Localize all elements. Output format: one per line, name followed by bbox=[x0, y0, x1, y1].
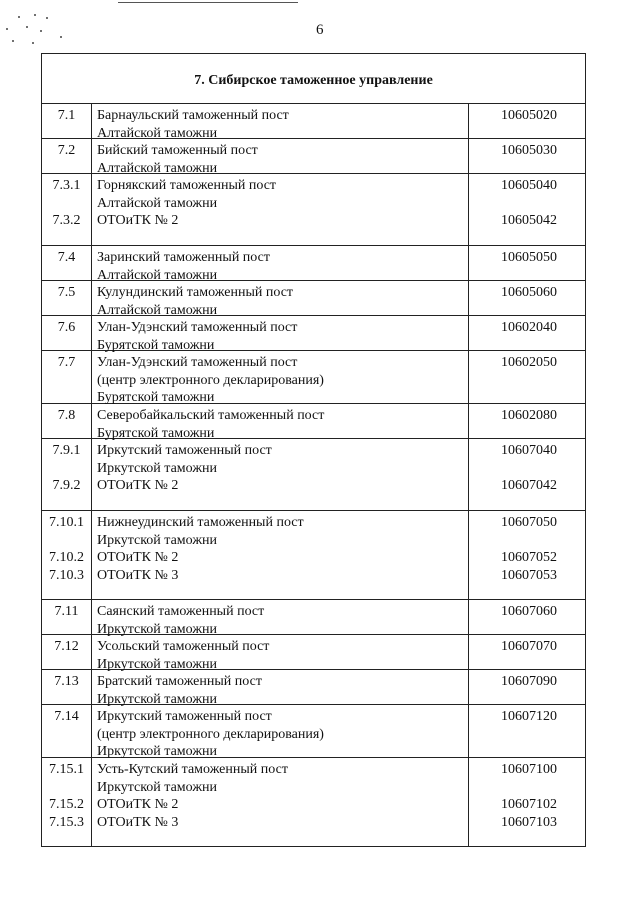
post-name-line: Алтайской таможни bbox=[97, 302, 218, 318]
post-name-line: Алтайской таможни bbox=[97, 125, 218, 141]
item-number-line: 7.13 bbox=[54, 674, 79, 689]
item-number-line: 7.9.2 bbox=[52, 478, 81, 493]
item-number-cell bbox=[42, 404, 92, 438]
item-number-line: 7.3.2 bbox=[52, 213, 81, 228]
post-name-cell bbox=[92, 635, 469, 672]
item-number-line: 7.9.1 bbox=[52, 443, 81, 458]
post-code-line: 10607040 bbox=[501, 443, 557, 458]
post-name-line: Саянский таможенный пост bbox=[97, 604, 265, 619]
post-code-line bbox=[501, 726, 585, 744]
post-name-line: Алтайской таможни bbox=[97, 195, 218, 211]
table-row bbox=[42, 351, 585, 404]
item-number-line: 7.10.3 bbox=[49, 567, 84, 583]
post-name-line: (центр электронного декларирования) bbox=[97, 372, 324, 388]
post-code-line: 10607042 bbox=[501, 478, 557, 493]
post-name-line: Нижнеудинский таможенный пост bbox=[97, 515, 304, 530]
item-number-cell bbox=[42, 635, 92, 669]
post-name-line: Бурятской таможни bbox=[97, 390, 215, 405]
post-name-line: Иркутский таможенный пост bbox=[97, 443, 272, 458]
post-name-cell bbox=[92, 316, 469, 353]
item-number-cell bbox=[42, 281, 92, 315]
post-name-line: Барнаульский таможенный пост bbox=[97, 108, 289, 123]
post-name-line: ОТОиТК № 2 bbox=[97, 797, 179, 812]
post-code-line: 10602080 bbox=[501, 408, 557, 423]
post-name-line: Иркутский таможенный пост bbox=[97, 709, 272, 724]
post-name-cell bbox=[92, 246, 469, 283]
post-code-cell bbox=[469, 174, 585, 245]
item-number-cell bbox=[42, 316, 92, 350]
page-number: 6 bbox=[316, 22, 324, 38]
item-number-line bbox=[42, 195, 91, 213]
post-code-cell bbox=[469, 511, 585, 599]
post-name-line: Алтайской таможни bbox=[97, 267, 218, 283]
post-name-line: Бурятской таможни bbox=[97, 337, 215, 353]
item-number-cell bbox=[42, 705, 92, 757]
post-code-cell bbox=[469, 281, 585, 315]
item-number-cell bbox=[42, 104, 92, 138]
post-name-cell bbox=[92, 511, 469, 599]
item-number-cell bbox=[42, 600, 92, 634]
table-row bbox=[42, 511, 585, 600]
scan-edge-line bbox=[118, 2, 298, 3]
item-number-line bbox=[42, 372, 91, 390]
post-name-cell bbox=[92, 281, 469, 318]
item-number-line: 7.6 bbox=[57, 320, 76, 335]
item-number-cell bbox=[42, 351, 92, 403]
post-code-line bbox=[501, 532, 585, 550]
item-number-cell bbox=[42, 246, 92, 280]
post-name-cell bbox=[92, 670, 469, 707]
post-code-line: 10602040 bbox=[501, 320, 557, 335]
item-number-line: 7.10.1 bbox=[49, 515, 84, 530]
post-name-cell bbox=[92, 139, 469, 176]
item-number-cell bbox=[42, 511, 92, 599]
post-name-line: Усольский таможенный пост bbox=[97, 639, 270, 654]
table-row bbox=[42, 705, 585, 758]
post-code-line: 10607090 bbox=[501, 674, 557, 689]
table-row bbox=[42, 174, 585, 246]
table-row bbox=[42, 139, 585, 174]
item-number-line: 7.8 bbox=[57, 408, 76, 423]
table-row bbox=[42, 439, 585, 511]
post-name-line: Бийский таможенный пост bbox=[97, 143, 258, 158]
post-name-line: Улан-Удэнский таможенный пост bbox=[97, 320, 298, 335]
post-name-line: Бурятской таможни bbox=[97, 425, 215, 441]
table-row bbox=[42, 635, 585, 670]
post-code-cell bbox=[469, 104, 585, 138]
post-name-line: Иркутской таможни bbox=[97, 532, 217, 548]
post-name-line: Иркутской таможни bbox=[97, 656, 217, 672]
post-name-cell bbox=[92, 705, 469, 757]
post-name-line: Улан-Удэнский таможенный пост bbox=[97, 355, 298, 370]
post-name-cell bbox=[92, 600, 469, 637]
post-code-line: 10605030 bbox=[501, 143, 557, 158]
post-code-line bbox=[501, 779, 585, 797]
post-code-line bbox=[501, 460, 585, 478]
item-number-line: 7.15.1 bbox=[49, 762, 84, 777]
table-row bbox=[42, 316, 585, 351]
post-code-line: 10605050 bbox=[501, 250, 557, 265]
item-number-line: 7.12 bbox=[54, 639, 79, 654]
table-row bbox=[42, 104, 585, 139]
post-code-cell bbox=[469, 316, 585, 350]
table-row bbox=[42, 600, 585, 635]
post-name-line: Кулундинский таможенный пост bbox=[97, 285, 294, 300]
post-code-line: 10605020 bbox=[501, 108, 557, 123]
table-row bbox=[42, 246, 585, 281]
item-number-line bbox=[42, 726, 91, 744]
post-code-cell bbox=[469, 705, 585, 757]
post-name-cell bbox=[92, 351, 469, 403]
post-code-cell bbox=[469, 758, 585, 846]
post-name-line: ОТОиТК № 2 bbox=[97, 478, 179, 493]
post-name-line: Северобайкальский таможенный пост bbox=[97, 408, 325, 423]
post-name-line: Заринский таможенный пост bbox=[97, 250, 270, 265]
post-code-line: 10607102 bbox=[501, 797, 557, 812]
post-name-line: ОТОиТК № 3 bbox=[97, 567, 179, 583]
item-number-cell bbox=[42, 670, 92, 704]
post-name-line: Алтайской таможни bbox=[97, 160, 218, 176]
post-code-line: 10607053 bbox=[501, 567, 557, 583]
post-code-cell bbox=[469, 635, 585, 669]
post-name-cell bbox=[92, 104, 469, 141]
post-name-line: Иркутской таможни bbox=[97, 460, 217, 476]
item-number-line bbox=[42, 532, 91, 550]
item-number-cell bbox=[42, 174, 92, 245]
table-row bbox=[42, 670, 585, 705]
post-code-line: 10607120 bbox=[501, 709, 557, 724]
scan-specks bbox=[4, 14, 74, 54]
item-number-line: 7.14 bbox=[54, 709, 79, 724]
item-number-line bbox=[42, 460, 91, 478]
post-code-line: 10607070 bbox=[501, 639, 557, 654]
post-code-line: 10607100 bbox=[501, 762, 557, 777]
post-code-line: 10602050 bbox=[501, 355, 557, 370]
post-code-line: 10605042 bbox=[501, 213, 557, 228]
post-code-cell bbox=[469, 600, 585, 634]
post-name-line: ОТОиТК № 2 bbox=[97, 550, 179, 565]
item-number-line: 7.1 bbox=[57, 108, 76, 123]
table-row bbox=[42, 758, 585, 846]
post-code-cell bbox=[469, 351, 585, 403]
table-row bbox=[42, 404, 585, 439]
post-code-line: 10607103 bbox=[501, 814, 557, 830]
item-number-line: 7.7 bbox=[57, 355, 76, 370]
item-number-line: 7.2 bbox=[57, 143, 76, 158]
post-name-line: Иркутской таможни bbox=[97, 691, 217, 707]
item-number-line: 7.3.1 bbox=[52, 178, 81, 193]
section-title: 7. Сибирское таможенное управление bbox=[42, 54, 585, 104]
item-number-line: 7.5 bbox=[57, 285, 76, 300]
post-code-line bbox=[501, 372, 585, 390]
post-code-cell bbox=[469, 246, 585, 280]
item-number-cell bbox=[42, 139, 92, 173]
post-name-line: Иркутской таможни bbox=[97, 744, 217, 759]
post-name-line: (центр электронного декларирования) bbox=[97, 726, 324, 742]
item-number-cell bbox=[42, 439, 92, 510]
post-code-line: 10607050 bbox=[501, 515, 557, 530]
post-name-line: Иркутской таможни bbox=[97, 621, 217, 637]
item-number-line: 7.15.3 bbox=[49, 814, 84, 830]
post-name-line: Братский таможенный пост bbox=[97, 674, 262, 689]
post-code-cell bbox=[469, 439, 585, 510]
post-name-line: Горнякский таможенный пост bbox=[97, 178, 277, 193]
post-code-cell bbox=[469, 670, 585, 704]
customs-posts-table bbox=[41, 53, 586, 847]
item-number-line: 7.4 bbox=[57, 250, 76, 265]
post-code-line: 10605040 bbox=[501, 178, 557, 193]
post-name-line: Усть-Кутский таможенный пост bbox=[97, 762, 288, 777]
item-number-line bbox=[42, 779, 91, 797]
item-number-line: 7.10.2 bbox=[49, 550, 84, 565]
post-code-line: 10607060 bbox=[501, 604, 557, 619]
post-code-cell bbox=[469, 404, 585, 438]
post-name-cell bbox=[92, 174, 469, 245]
post-name-line: ОТОиТК № 3 bbox=[97, 814, 179, 830]
post-name-cell bbox=[92, 758, 469, 846]
item-number-cell bbox=[42, 758, 92, 846]
post-code-line bbox=[501, 195, 585, 213]
post-code-cell bbox=[469, 139, 585, 173]
table-body bbox=[42, 104, 585, 846]
item-number-line: 7.11 bbox=[54, 604, 79, 619]
post-name-line: Иркутской таможни bbox=[97, 779, 217, 795]
post-code-line: 10605060 bbox=[501, 285, 557, 300]
post-name-line: ОТОиТК № 2 bbox=[97, 213, 179, 228]
post-code-line: 10607052 bbox=[501, 550, 557, 565]
post-name-cell bbox=[92, 439, 469, 510]
post-name-cell bbox=[92, 404, 469, 441]
table-row bbox=[42, 281, 585, 316]
item-number-line: 7.15.2 bbox=[49, 797, 84, 812]
